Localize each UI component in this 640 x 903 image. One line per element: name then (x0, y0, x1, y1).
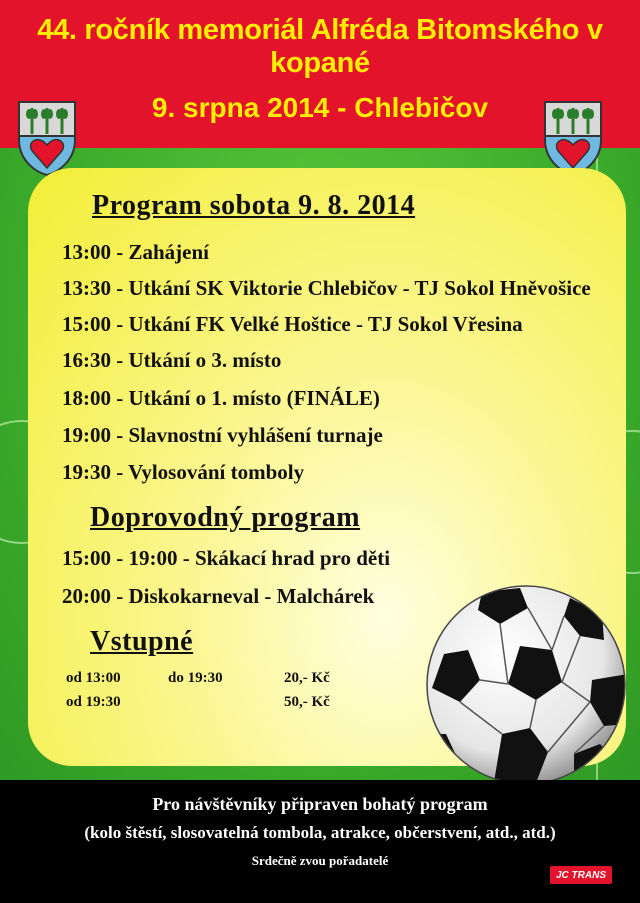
program-item: 15:00 - Utkání FK Velké Hoštice - TJ Sokol Vřesina (62, 312, 523, 336)
footer-headline: Pro návštěvníky připraven bohatý program (152, 794, 488, 814)
program-item: 13:00 - Zahájení (62, 240, 209, 264)
entry-price: 20,- Kč (284, 670, 330, 686)
side-program-item: 20:00 - Diskokarneval - Malchárek (62, 584, 375, 608)
entry-price: 50,- Kč (284, 694, 330, 710)
entry-from: od 13:00 (66, 670, 121, 686)
tournament-title: 44. ročník memoriál Alfréda Bitomského v kopané (37, 14, 603, 79)
side-program-item: 15:00 - 19:00 - Skákací hrad pro děti (62, 546, 391, 570)
program-item: 19:00 - Slavnostní vyhlášení turnaje (62, 423, 383, 447)
soccer-ball-icon (424, 584, 628, 786)
event-date-place: 9. srpna 2014 - Chlebičov (151, 92, 489, 123)
coat-of-arms-left-icon (17, 100, 77, 176)
side-program-heading: Doprovodný program (90, 502, 361, 533)
sponsor-logo: JC TRANS (550, 866, 612, 884)
entry-heading: Vstupné (90, 626, 194, 657)
program-heading: Program sobota 9. 8. 2014 (92, 190, 416, 221)
footer-attractions: (kolo štěstí, slosovatelná tombola, atrakce, občerstvení, atd., atd.) (84, 823, 556, 842)
coat-of-arms-right-icon (543, 100, 603, 176)
program-item: 19:30 - Vylosování tomboly (62, 460, 305, 484)
program-item: 16:30 - Utkání o 3. místo (62, 348, 282, 372)
entry-from: od 19:30 (66, 694, 121, 710)
entry-to: do 19:30 (168, 670, 223, 686)
program-item: 18:00 - Utkání o 1. místo (FINÁLE) (62, 386, 380, 410)
footer-invitation: Srdečně zvou pořadatelé (251, 853, 389, 868)
program-item: 13:30 - Utkání SK Viktorie Chlebičov - TJ Sokol Hněvošice (62, 276, 591, 300)
